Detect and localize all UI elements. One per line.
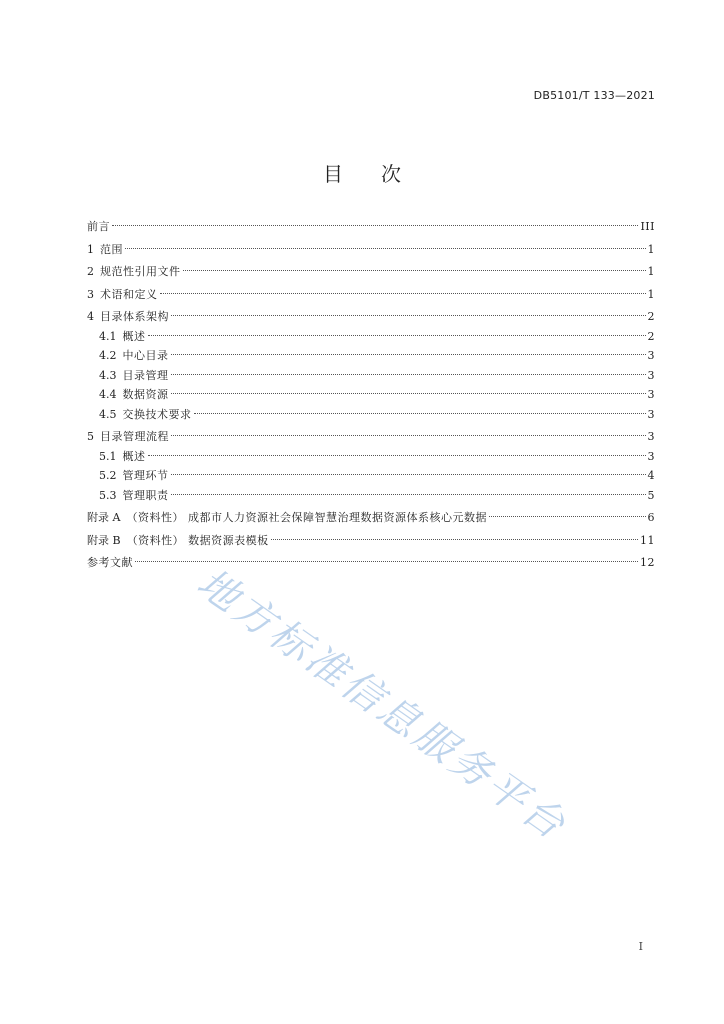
toc-entry-page: 3 xyxy=(647,388,655,401)
toc-entry[interactable] xyxy=(87,285,655,305)
toc-entry-number: 4.1 xyxy=(99,329,117,343)
toc-entry-page: 3 xyxy=(647,430,655,443)
toc-entry-title: 中心目录 xyxy=(122,349,169,362)
toc-entry-title: 规范性引用文件 xyxy=(100,265,181,278)
toc-entry-title: 管理环节 xyxy=(122,469,169,482)
toc-entry-page: 11 xyxy=(640,533,655,547)
toc-entry[interactable] xyxy=(87,447,655,467)
toc-entry-page: 1 xyxy=(647,287,655,301)
toc-dot-leader xyxy=(171,474,646,475)
title-char-2: 次 xyxy=(381,162,401,186)
toc-entry-page: 3 xyxy=(647,368,655,382)
toc-entry-page: 3 xyxy=(647,407,655,421)
toc-entry-title: 概述 xyxy=(122,329,146,343)
toc-entry-page: III xyxy=(640,220,655,233)
toc-entry-title: 范围 xyxy=(100,242,123,256)
toc-dot-leader xyxy=(271,539,638,540)
toc-entry[interactable] xyxy=(87,385,655,405)
toc-entry[interactable] xyxy=(87,307,655,327)
toc-entry-page: 12 xyxy=(640,556,655,569)
toc-entry-number: 4.3 xyxy=(99,368,117,382)
toc-entry-page: 1 xyxy=(647,242,655,256)
toc-entry[interactable] xyxy=(87,508,655,528)
toc-entry[interactable] xyxy=(87,405,655,425)
toc-entry-title: 参考文献 xyxy=(87,556,133,569)
toc-dot-leader xyxy=(148,335,646,336)
toc-entry-number: 3 xyxy=(87,287,94,301)
toc-entry-number: 2 xyxy=(87,265,94,278)
toc-entry-title: 概述 xyxy=(122,449,146,463)
page-number: I xyxy=(638,940,643,953)
toc-dot-leader xyxy=(171,393,646,394)
toc-entry-title: （资料性） 成都市人力资源社会保障智慧治理数据资源体系核心元数据 xyxy=(126,511,487,524)
toc-dot-leader xyxy=(135,561,638,562)
toc-entry-title: 前言 xyxy=(87,220,110,233)
toc-entry-title: 目录管理 xyxy=(122,368,169,382)
toc-entry[interactable] xyxy=(87,346,655,366)
toc-entry[interactable] xyxy=(87,366,655,386)
page-title xyxy=(0,158,724,187)
toc-entry-number: 5.2 xyxy=(99,469,117,482)
toc-dot-leader xyxy=(171,374,646,375)
toc-dot-leader xyxy=(112,225,638,226)
toc-entry-title: 数据资源 xyxy=(122,388,169,401)
toc-dot-leader xyxy=(171,354,646,355)
toc-dot-leader xyxy=(125,248,646,249)
toc-entry-number: 4.2 xyxy=(99,349,117,362)
toc-entry[interactable] xyxy=(87,217,655,237)
toc-entry[interactable] xyxy=(87,486,655,506)
toc-entry-title: 管理职责 xyxy=(122,488,169,502)
toc-entry[interactable] xyxy=(87,466,655,486)
toc-entry-number: 5.1 xyxy=(99,449,117,463)
toc-entry-number: 4.5 xyxy=(99,407,117,421)
toc-dot-leader xyxy=(148,455,646,456)
toc-entry[interactable] xyxy=(87,240,655,260)
toc-entry-number: 4.4 xyxy=(99,388,117,401)
toc-entry-page: 1 xyxy=(647,265,655,278)
toc-dot-leader xyxy=(183,270,646,271)
toc-entry-title: （资料性） 数据资源表模板 xyxy=(126,533,269,547)
toc-entry-page: 3 xyxy=(647,449,655,463)
toc-dot-leader xyxy=(194,413,646,414)
toc-entry[interactable] xyxy=(87,531,655,551)
toc-entry[interactable] xyxy=(87,553,655,573)
toc-entry-number: 5 xyxy=(87,430,94,443)
toc-entry-page: 6 xyxy=(647,511,655,524)
toc-entry-title: 目录管理流程 xyxy=(100,430,169,443)
toc-entry[interactable] xyxy=(87,262,655,282)
toc-entry-page: 2 xyxy=(647,329,655,343)
toc-dot-leader xyxy=(160,293,646,294)
toc-dot-leader xyxy=(171,435,646,436)
toc-entry-number: 4 xyxy=(87,310,94,323)
table-of-contents xyxy=(87,217,655,573)
toc-entry-page: 3 xyxy=(647,349,655,362)
toc-entry-number: 5.3 xyxy=(99,488,117,502)
toc-entry[interactable] xyxy=(87,427,655,447)
title-char-1: 目 xyxy=(323,162,343,186)
toc-entry-number: 附录 A xyxy=(87,511,121,524)
toc-entry-number: 1 xyxy=(87,242,94,256)
toc-dot-leader xyxy=(489,516,646,517)
watermark: 地方标准信息服务平台 xyxy=(188,559,576,850)
standard-code: DB5101/T 133—2021 xyxy=(533,89,655,102)
toc-entry-number: 附录 B xyxy=(87,533,121,547)
toc-entry-page: 4 xyxy=(647,469,655,482)
toc-entry[interactable] xyxy=(87,327,655,347)
toc-entry-page: 2 xyxy=(647,310,655,323)
toc-entry-title: 术语和定义 xyxy=(100,287,158,301)
toc-entry-page: 5 xyxy=(647,488,655,502)
toc-dot-leader xyxy=(171,315,646,316)
toc-entry-title: 目录体系架构 xyxy=(100,310,169,323)
toc-entry-title: 交换技术要求 xyxy=(122,407,192,421)
toc-dot-leader xyxy=(171,494,646,495)
